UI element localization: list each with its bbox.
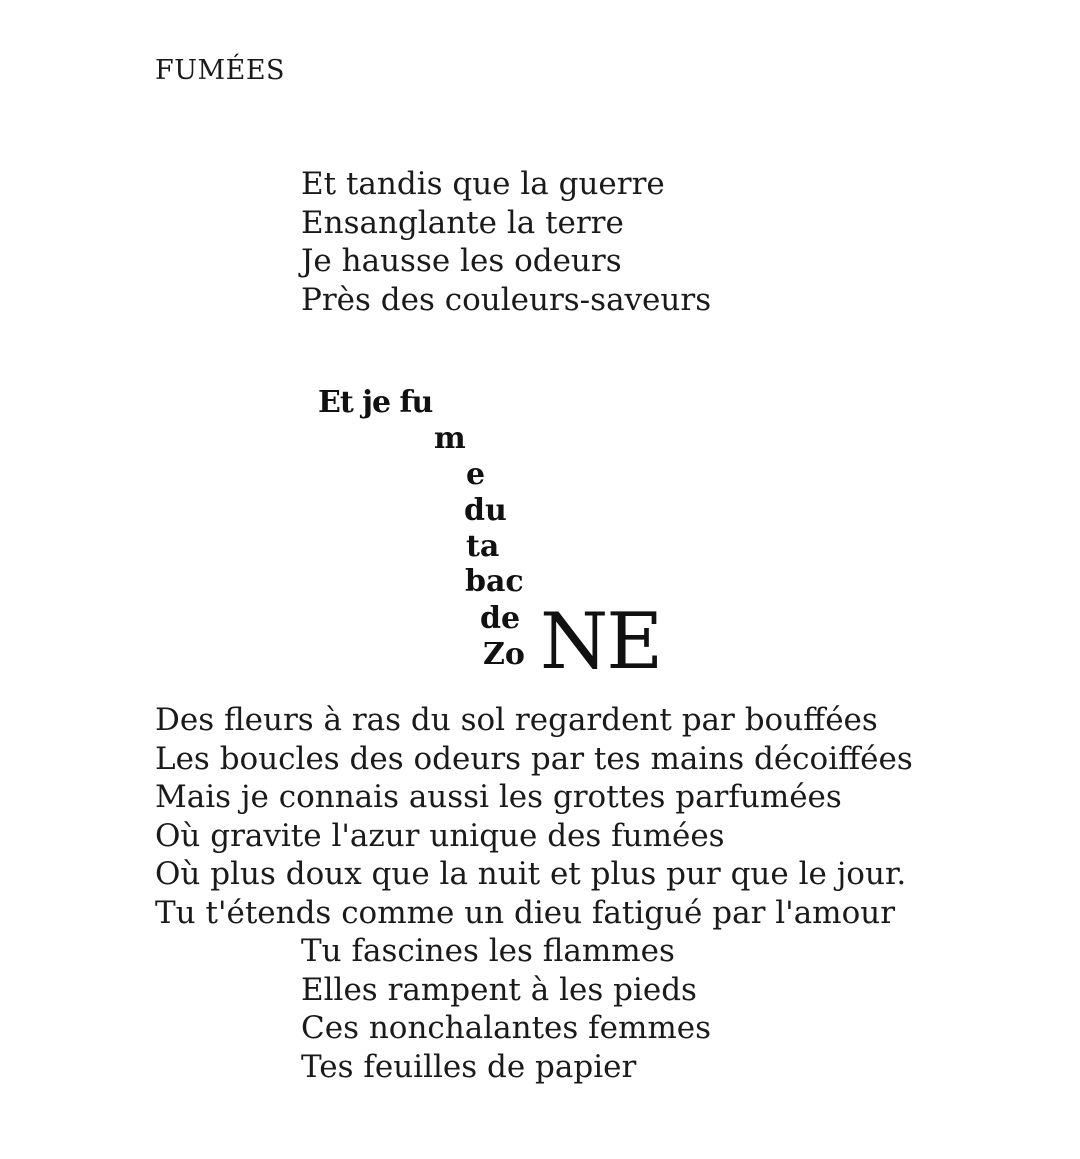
stanza-1 — [301, 165, 711, 319]
calligram-fragment: Zo — [483, 637, 525, 672]
verse-line: Tu t'étends comme un dieu fatigué par l'amour — [155, 894, 896, 931]
verse-line: Mais je connais aussi les grottes parfumées — [155, 779, 842, 815]
calligram-fragment: bac — [465, 564, 524, 599]
verse-line: Ces nonchalantes femmes — [301, 1010, 712, 1046]
verse-line: Les boucles des odeurs par tes mains décoiffées — [155, 740, 913, 777]
calligram-fragment: Et je fu — [318, 385, 433, 420]
verse-line: Je hausse les odeurs — [301, 243, 622, 279]
calligram-fragment: du — [464, 493, 507, 528]
verse-line: Elles rampent à les pieds — [301, 971, 697, 1008]
verse-line: Tu fascines les flammes — [301, 933, 675, 969]
verse-line: Près des couleurs-saveurs — [301, 281, 712, 318]
calligram-fragment: de — [480, 601, 521, 636]
calligram-big-ne: NE — [540, 597, 662, 687]
verse-line: Et tandis que la guerre — [301, 166, 665, 202]
verse-line: Des fleurs à ras du sol regardent par bouffées — [155, 702, 878, 738]
verse-line: Tes feuilles de papier — [301, 1048, 637, 1085]
stanza-3 — [301, 932, 711, 1086]
poem-title: FUMÉES — [155, 55, 286, 86]
stanza-2 — [155, 701, 913, 932]
verse-line: Ensanglante la terre — [301, 204, 624, 241]
calligram-fragment: ta — [466, 529, 500, 564]
verse-line: Où gravite l'azur unique des fumées — [155, 817, 725, 854]
verse-line: Où plus doux que la nuit et plus pur que le jour. — [155, 856, 907, 892]
calligram-fragment: m — [434, 421, 466, 456]
calligram-fragment: e — [466, 457, 486, 492]
